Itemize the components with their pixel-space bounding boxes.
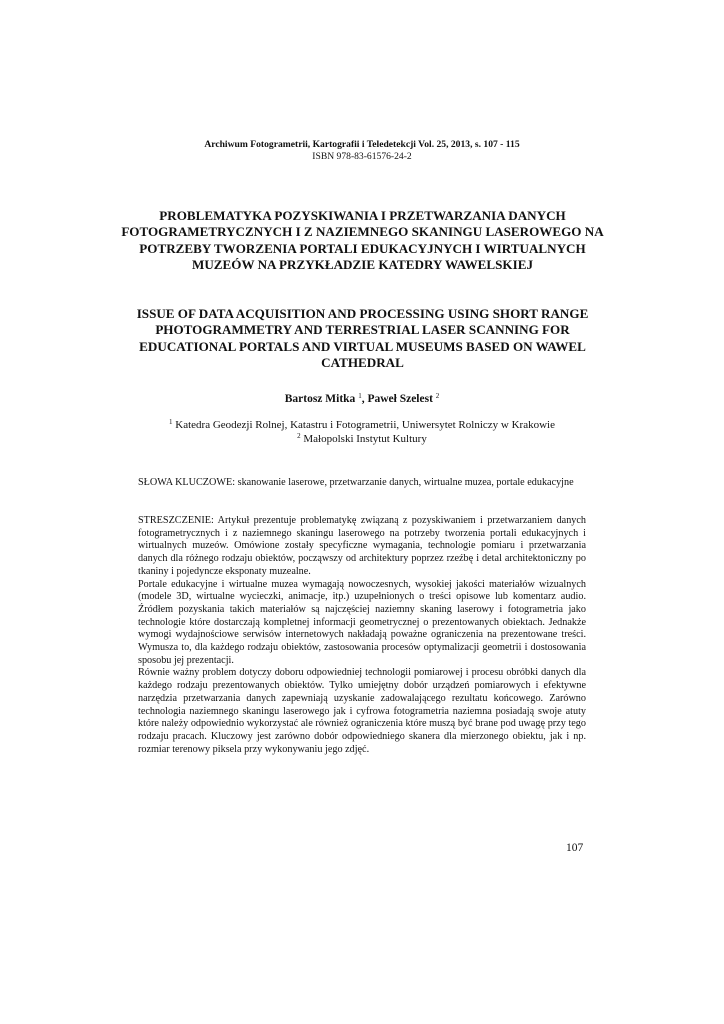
affiliation-line	[0, 419, 724, 433]
author-separator: ,	[361, 393, 368, 405]
author-affiliation-mark: 1	[358, 392, 362, 400]
affiliations	[0, 419, 724, 446]
author-name: Bartosz Mitka	[284, 393, 356, 405]
title-polish: PROBLEMATYKA POZYSKIWANIA I PRZETWARZANIA DANYCH FOTOGRAMETRYCZNYCH I Z NAZIEMNEGO SKANINGU LASEROWEGO NA POTRZEBY TWORZENIA PORTALI EDUKACYJNYCH I WIRTUALNYCH MUZEÓW NA PRZYKŁADZIE KATEDRY WAWELSKIEJ	[121, 208, 604, 272]
journal-citation: Archiwum Fotogrametrii, Kartografii i Teledetekcji Vol. 25, 2013, s. 107 - 115	[204, 139, 520, 150]
keywords-text: SŁOWA KLUCZOWE: skanowanie laserowe, przetwarzanie danych, wirtualne muzea, portale edukacyjne	[138, 477, 574, 488]
isbn: ISBN 978-83-61576-24-2	[312, 151, 412, 162]
title-english: ISSUE OF DATA ACQUISITION AND PROCESSING USING SHORT RANGE PHOTOGRAMMETRY AND TERRESTRIAL LASER SCANNING FOR EDUCATIONAL PORTALS AND VIRTUAL MUSEUMS BASED ON WAWEL CATHEDRAL	[136, 306, 589, 370]
affiliation-line	[0, 433, 724, 447]
keywords	[138, 477, 586, 490]
affiliation-mark: 2	[297, 431, 301, 440]
abstract	[138, 515, 586, 756]
author-affiliation-mark: 2	[435, 392, 440, 400]
abstract-paragraph: Portale edukacyjne i wirtualne muzea wymagają nowoczesnych, wysokiej jakości materiałów wizualnych (modele 3D, wirtualne wycieczki, animacje, itp.) uzupełnionych o treści opisowe lub komentarz audio. Źródłem pozyskania takich materiałów są najczęściej naziemny skaning laserowy i fotogrametria jako technologie które dostarczają kompletnej informacji geometrycznej o prezentowanych obiektach. Jednakże wymogi wydajnościowe serwisów internetowych nakładają poważne ograniczenia na prezentowane treści. Wymusza to, dla każdego rodzaju obiektów, zastosowania procesów optymalizacji geometrii i dostosowania sposobu jej prezentacji.	[138, 578, 586, 666]
page-number: 107	[566, 842, 584, 854]
author-name: Paweł Szelest	[367, 393, 433, 405]
authors-line	[0, 392, 724, 406]
abstract-paragraph: Równie ważny problem dotyczy doboru odpowiedniej technologii pomiarowej i procesu obróbki danych dla każdego rodzaju prezentowanych obiektów. Tylko umiejętny dobór urządzeń pomiarowych i efektywne narzędzia przetwarzania danych zapewniają uzyskanie zadowalającego rezultatu końcowego. Zarówno technologia naziemnego skaningu laserowego jak i cyfrowa fotogrametria naziemna posiadają swoje atuty które należy odpowiednio wykorzystać ale również ograniczenia które muszą być brane pod uwagę przy tego rodzaju pracach. Kluczowy jest zarówno dobór odpowiedniego skanera dla mierzonego obiektu, jak i np. rozmiar terenowy piksela przy wykonywaniu jego zdjęć.	[138, 667, 586, 755]
affiliation-text: Małopolski Instytut Kultury	[303, 432, 427, 445]
affiliation-text: Katedra Geodezji Rolnej, Katastru i Fotogrametrii, Uniwersytet Rolniczy w Krakowie	[175, 419, 555, 431]
affiliation-mark: 1	[169, 418, 173, 426]
abstract-paragraph: STRESZCZENIE: Artykuł prezentuje problematykę związaną z pozyskiwaniem i przetwarzaniem danych fotogrametrycznych i z naziemnego skaningu laserowego na potrzeby tworzenia portali edukacyjnych i wirtualnych muzeów. Omówione zostały specyficzne wymagania, technologie pomiaru i przetwarzania danych dla różnego rodzaju obiektów, począwszy od architektury poprzez rzeźbę i detal architektoniczny po tkaniny i pojedyncze eksponaty muzealne.	[138, 515, 586, 577]
